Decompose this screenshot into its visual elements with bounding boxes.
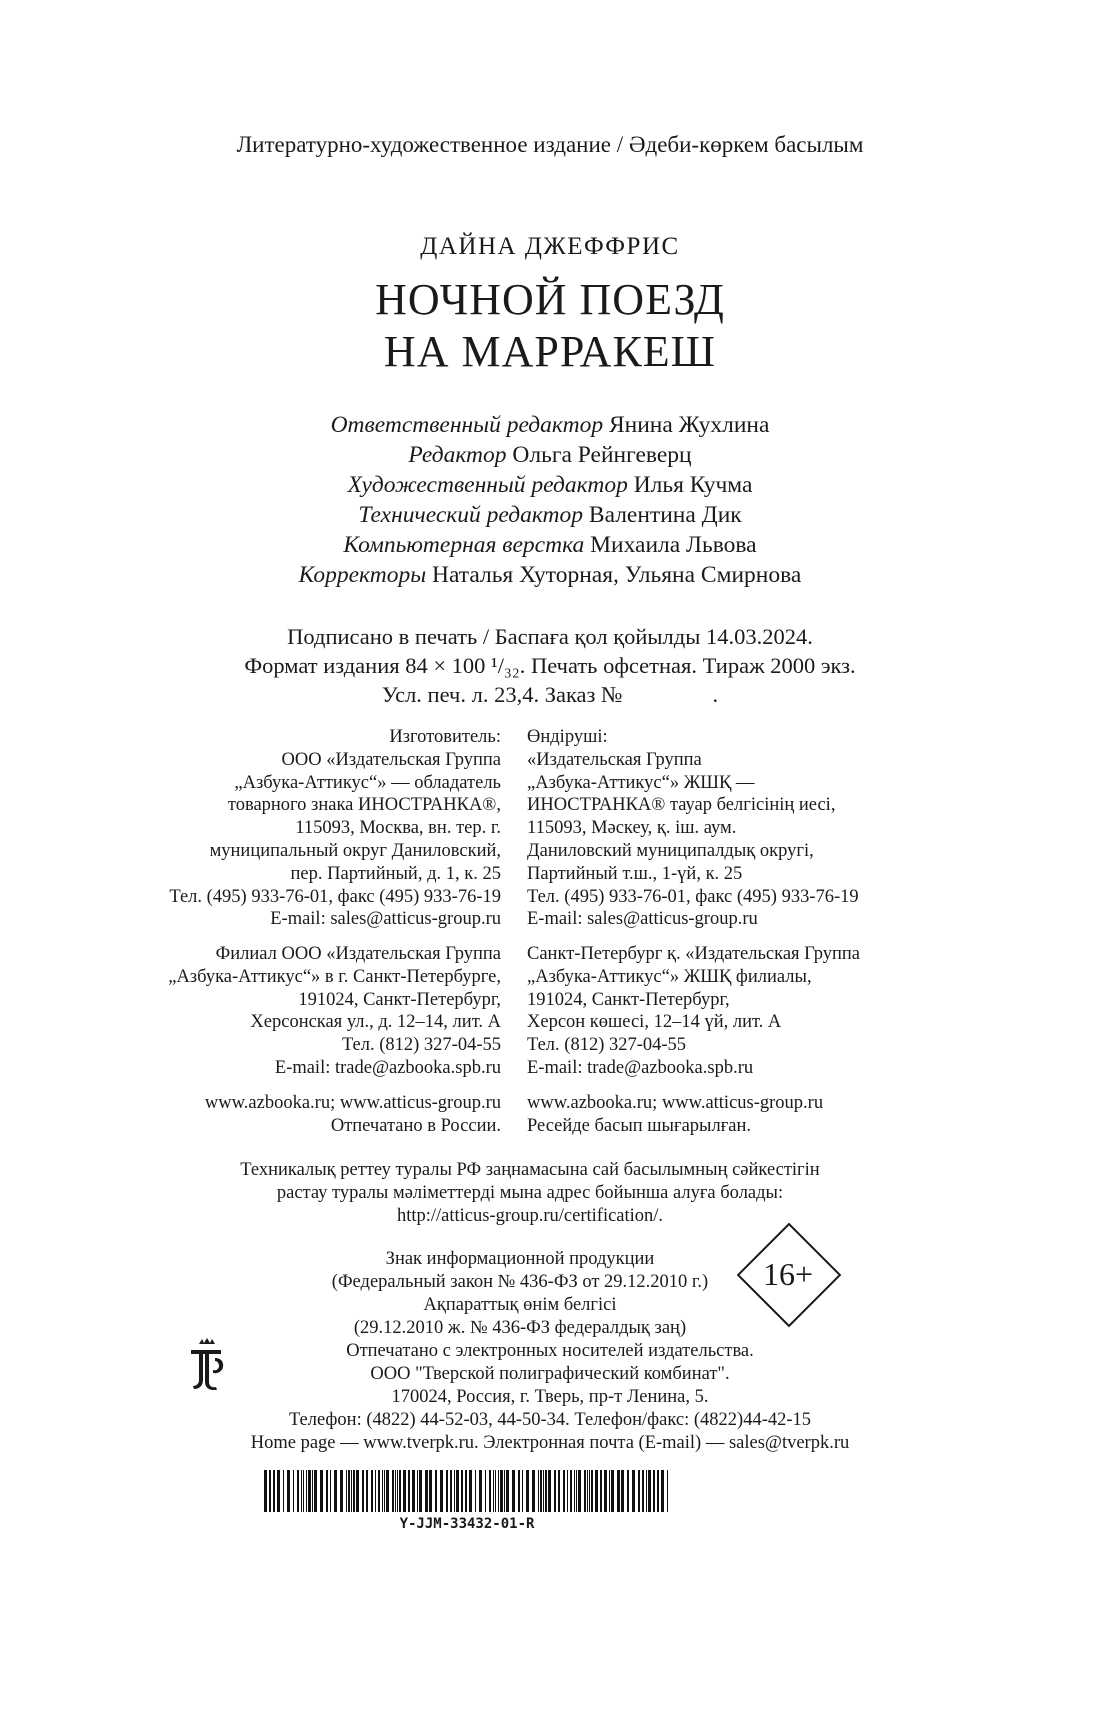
barcode-bar [340, 1470, 343, 1512]
web-kz [527, 1092, 823, 1138]
barcode-bar [353, 1470, 355, 1512]
barcode-bar [440, 1470, 443, 1512]
barcode-bar [308, 1470, 311, 1512]
credit-role: Художественный редактор [347, 472, 628, 498]
credit-role: Ответственный редактор [330, 412, 604, 438]
barcode-bar [293, 1470, 294, 1512]
barcode-bar [493, 1470, 494, 1512]
cert-line: растау туралы мәліметтерді мына адрес бойынша алуға болады: [276, 1183, 784, 1203]
printer-line: Телефон: (4822) 44-52-03, 44-50-34. Телефон/факс: (4822)44-42-15 [288, 1410, 812, 1430]
address-line: „Азбука-Аттикус“» ЖШҚ — [527, 772, 755, 793]
address-line: „Азбука-Аттикус“» в г. Санкт-Петербурге, [168, 966, 501, 987]
address-line: товарного знака ИНОСТРАНКА®, [227, 795, 501, 816]
barcode-bar [425, 1470, 428, 1512]
barcode-bar [567, 1470, 568, 1512]
barcode-bar [456, 1470, 459, 1512]
barcode-bar [563, 1470, 565, 1512]
barcode-bar [450, 1470, 452, 1512]
address-line: Херсонская ул., д. 12–14, лит. А [250, 1012, 501, 1033]
barcode-bar [326, 1470, 328, 1512]
barcode-bar [435, 1470, 437, 1512]
address-line: Херсон көшесі, 12–14 үй, лит. А [527, 1012, 782, 1033]
barcode-bar [632, 1470, 635, 1512]
barcode-bar [570, 1470, 572, 1512]
book-title [0, 274, 1100, 378]
barcode-bar [621, 1470, 624, 1512]
credit-line [0, 410, 1100, 440]
credit-line [0, 530, 1100, 560]
edition-type: Литературно-художественное издание / Әдеби-көркем басылым [236, 132, 864, 157]
website-line: www.azbooka.ru; www.atticus-group.ru [204, 1093, 501, 1113]
barcode-bar [395, 1470, 396, 1512]
address-line: Тел. (495) 933-76-01, факс (495) 933-76-19 [527, 886, 859, 907]
barcode-bar [264, 1470, 267, 1512]
barcode-bar [283, 1470, 284, 1512]
barcode-bar [587, 1470, 588, 1512]
credit-role: Редактор [408, 442, 507, 468]
barcode-bar [545, 1470, 547, 1512]
manufacturer-kz [527, 726, 859, 931]
address-line: „Азбука-Аттикус“» ЖШҚ филиалы, [527, 966, 812, 987]
barcode-bar [540, 1470, 542, 1512]
barcode-bar [558, 1470, 560, 1512]
barcode-bar [653, 1470, 655, 1512]
printer-line: 170024, Россия, г. Тверь, пр-т Ленина, 5. [391, 1387, 709, 1407]
barcode-bar [384, 1470, 385, 1512]
credit-line [0, 470, 1100, 500]
barcode-bar [461, 1470, 463, 1512]
barcode-bar [314, 1470, 317, 1512]
barcode-bar [646, 1470, 647, 1512]
barcode-bar [500, 1470, 503, 1512]
manufacturer-ru [169, 726, 501, 931]
barcode-bar [375, 1470, 376, 1512]
barcode-bar [475, 1470, 476, 1512]
barcode-bar [446, 1470, 448, 1512]
credit-line [0, 560, 1100, 590]
credit-role: Технический редактор [358, 502, 584, 528]
barcode-bar [554, 1470, 556, 1512]
web-ru [205, 1092, 501, 1138]
barcode-bar [578, 1470, 581, 1512]
credit-name: Илья Кучма [633, 472, 753, 498]
barcode-bar [273, 1470, 275, 1512]
barcode-bar [543, 1470, 544, 1512]
address-line: Өндіруші: [527, 727, 608, 747]
barcode-bar [465, 1470, 467, 1512]
barcode-bar [548, 1470, 551, 1512]
barcode-text: Y-JJM-33432-01-R [399, 1516, 535, 1532]
sign-line: Знак информационной продукции [385, 1249, 655, 1269]
barcode-bar [303, 1470, 304, 1512]
barcode-bar [348, 1470, 350, 1512]
address-line: 115093, Мәскеу, қ. іш. аум. [527, 818, 737, 839]
barcode-bar [506, 1470, 509, 1512]
credit-name: Ольга Рейнгеверц [512, 442, 692, 468]
age-rating-label: 16+ [762, 1256, 814, 1292]
printer-line: ООО "Тверской полиграфический комбинат". [370, 1364, 730, 1384]
address-line: Тел. (812) 327-04-55 [527, 1035, 687, 1056]
barcode-bar [412, 1470, 415, 1512]
barcode-bar [479, 1470, 482, 1512]
address-line: Тел. (495) 933-76-01, факс (495) 933-76-19 [169, 886, 501, 907]
barcode-bar [269, 1470, 271, 1512]
website-line: www.azbooka.ru; www.atticus-group.ru [527, 1093, 824, 1113]
barcode-bar [417, 1470, 418, 1512]
address-line: 191024, Санкт-Петербург, [527, 989, 730, 1010]
sign-line: (29.12.2010 ж. № 436-ФЗ федералдық заң) [353, 1318, 687, 1338]
credits-list [0, 410, 1100, 590]
credit-line [0, 500, 1100, 530]
branch-kz [527, 943, 860, 1080]
address-line: пер. Партийный, д. 1, к. 25 [290, 863, 501, 884]
sign-line: (Федеральный закон № 436-ФЗ от 29.12.2010 г.) [331, 1272, 709, 1292]
print-line: Подписано в печать / Баспаға қол қойылды 14.03.2024. [287, 624, 813, 649]
barcode-bar [392, 1470, 394, 1512]
barcode-bar [498, 1470, 499, 1512]
barcode-bar [454, 1470, 455, 1512]
barcode-bar [576, 1470, 577, 1512]
barcode-bar [485, 1470, 486, 1512]
barcode-bar [591, 1470, 593, 1512]
address-line: ООО «Издательская Группа [281, 749, 501, 770]
barcode-bar [638, 1470, 640, 1512]
barcode-bar [600, 1470, 602, 1512]
barcode-bar [408, 1470, 410, 1512]
barcode-bar [574, 1470, 575, 1512]
barcode-bar [320, 1470, 323, 1512]
age-rating-diamond-icon [738, 1224, 838, 1324]
address-line: ИНОСТРАНКА® тауар белгісінің иесі, [527, 795, 836, 816]
print-info [0, 622, 1100, 709]
barcode-bar [518, 1470, 520, 1512]
barcode-bar [366, 1470, 368, 1512]
barcode-bar [617, 1470, 620, 1512]
credit-role: Компьютерная верстка [343, 532, 585, 558]
barcode-bar [661, 1470, 664, 1512]
barcode-bar [399, 1470, 401, 1512]
barcode-bar [356, 1470, 359, 1512]
barcode-bar [334, 1470, 337, 1512]
address-line: Тел. (812) 327-04-55 [341, 1035, 501, 1056]
barcode-bar [526, 1470, 529, 1512]
barcode-bar [667, 1470, 668, 1512]
cert-line: Техникалық реттеу туралы РФ заңнамасына сай басылымның сәйкестігін [240, 1160, 820, 1180]
barcode-bar [604, 1470, 607, 1512]
credit-line [0, 440, 1100, 470]
print-country-line: Отпечатано в России. [330, 1115, 501, 1136]
barcode-bar [504, 1470, 505, 1512]
barcode-bar [419, 1470, 422, 1512]
info-product-sign [280, 1248, 760, 1340]
barcode-bar [611, 1470, 614, 1512]
printer-line: Отпечатано с электронных носителей издательства. [346, 1341, 754, 1361]
barcode-bar [403, 1470, 406, 1512]
barcode-bar [469, 1470, 472, 1512]
address-line: 115093, Москва, вн. тер. г. [295, 818, 501, 839]
barcode-icon [262, 1470, 672, 1512]
barcode-bar [532, 1470, 535, 1512]
address-line: E-mail: sales@atticus-group.ru [527, 909, 758, 930]
certification-note [0, 1159, 1080, 1228]
address-line: E-mail: trade@azbooka.spb.ru [274, 1057, 501, 1078]
barcode-bar [657, 1470, 659, 1512]
barcode-bar [287, 1470, 290, 1512]
barcode-bar [382, 1470, 383, 1512]
barcode-bar [351, 1470, 352, 1512]
barcode-bar [312, 1470, 313, 1512]
address-line: «Издательская Группа [527, 749, 702, 770]
barcode-bar [538, 1470, 539, 1512]
printer-info [180, 1340, 920, 1455]
title-line: НА МАРРАКЕШ [383, 327, 717, 376]
barcode-bar [277, 1470, 280, 1512]
barcode-bar [495, 1470, 496, 1512]
sign-line: Ақпараттық өнім белгісі [423, 1295, 617, 1315]
address-line: Партийный т.ш., 1-үй, к. 25 [527, 863, 743, 884]
barcode-bar [362, 1470, 364, 1512]
cert-line: http://atticus-group.ru/certification/. [396, 1206, 664, 1226]
book-author: ДАЙНА ДЖЕФФРИС [420, 233, 680, 260]
print-line: Усл. печ. л. 23,4. Заказ № . [381, 682, 719, 707]
barcode-bar [512, 1470, 515, 1512]
barcode-bar [330, 1470, 331, 1512]
title-line: НОЧНОЙ ПОЕЗД [375, 275, 725, 324]
barcode-bar [489, 1470, 491, 1512]
barcode-bar [589, 1470, 590, 1512]
credit-name: Михаила Львова [590, 532, 757, 558]
barcode-bar [306, 1470, 307, 1512]
address-line: „Азбука-Аттикус“» — обладатель [234, 772, 501, 793]
barcode-bar [378, 1470, 380, 1512]
barcode-bar [595, 1470, 598, 1512]
credit-name: Наталья Хуторная, Ульяна Смирнова [432, 562, 802, 588]
address-line: E-mail: sales@atticus-group.ru [270, 909, 501, 930]
barcode-bar [301, 1470, 302, 1512]
credit-name: Валентина Дик [588, 502, 742, 528]
barcode-bar [346, 1470, 347, 1512]
barcode-bar [609, 1470, 610, 1512]
address-line: 191024, Санкт-Петербург, [298, 989, 501, 1010]
barcode-bar [386, 1470, 389, 1512]
branch-ru [168, 943, 501, 1080]
print-line: Формат издания 84 × 100 ¹/₃₂. Печать офсетная. Тираж 2000 экз. [244, 653, 856, 678]
address-line: E-mail: trade@azbooka.spb.ru [527, 1057, 754, 1078]
address-line: Филиал ООО «Издательская Группа [215, 944, 501, 964]
barcode-bar [429, 1470, 432, 1512]
credit-name: Янина Жухлина [608, 412, 770, 438]
address-line: Даниловский муниципалдық округі, [527, 840, 814, 861]
barcode-bar [522, 1470, 523, 1512]
barcode-bar [371, 1470, 373, 1512]
address-line: муниципальный округ Даниловский, [209, 840, 501, 861]
credit-role: Корректоры [298, 562, 427, 588]
barcode-bar [397, 1470, 398, 1512]
barcode-bar [627, 1470, 629, 1512]
address-line: Изготовитель: [389, 727, 501, 747]
barcode-bar [648, 1470, 651, 1512]
barcode-bar [297, 1470, 299, 1512]
address-line: Санкт-Петербург қ. «Издательская Группа [527, 944, 860, 964]
barcode-bar [584, 1470, 586, 1512]
barcode-bar [642, 1470, 644, 1512]
print-country-line: Ресейде басып шығарылған. [527, 1115, 752, 1136]
printer-line: Home page — www.tverpk.ru. Электронная почта (E-mail) — sales@tverpk.ru [250, 1433, 850, 1453]
